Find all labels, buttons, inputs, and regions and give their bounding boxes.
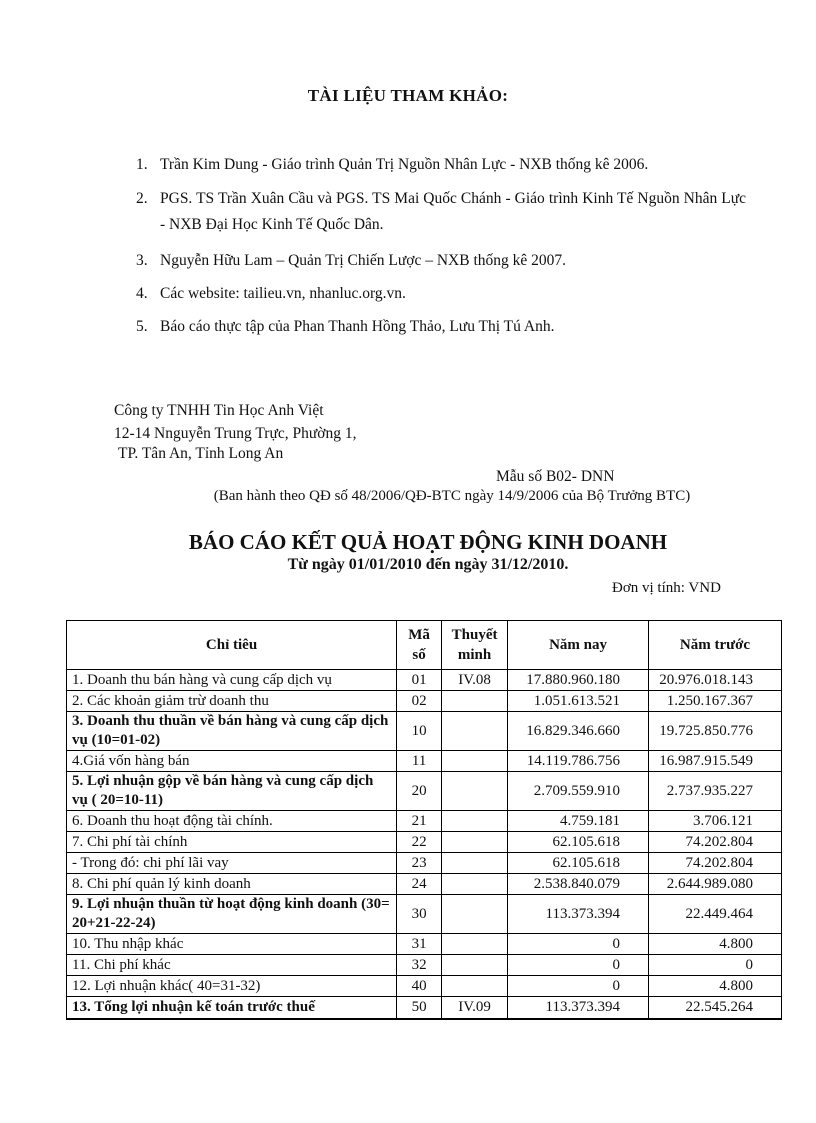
cell-this-year: 62.105.618 (508, 853, 649, 874)
cell-code: 40 (397, 976, 442, 997)
cell-this-year: 0 (508, 934, 649, 955)
cell-note (442, 772, 508, 811)
cell-indicator: 1. Doanh thu bán hàng và cung cấp dịch vụ (67, 670, 397, 691)
cell-last-year: 20.976.018.143 (649, 670, 782, 691)
form-number: Mẫu số B02- DNN (496, 468, 615, 485)
table-row (67, 832, 782, 853)
cell-last-year: 1.250.167.367 (649, 691, 782, 712)
cell-this-year: 1.051.613.521 (508, 691, 649, 712)
cell-this-year: 2.538.840.079 (508, 874, 649, 895)
report-period: Từ ngày 01/01/2010 đến ngày 31/12/2010. (287, 556, 569, 573)
cell-code: 23 (397, 853, 442, 874)
cell-indicator: 13. Tổng lợi nhuận kế toán trước thuế (67, 997, 397, 1020)
cell-code: 11 (397, 751, 442, 772)
cell-indicator: 5. Lợi nhuận gộp về bán hàng và cung cấp dịch vụ ( 20=10-11) (67, 772, 397, 811)
table-header-row (67, 621, 782, 670)
cell-this-year: 0 (508, 955, 649, 976)
reference-number: 5. (136, 318, 148, 335)
cell-note (442, 934, 508, 955)
reference-item (136, 248, 746, 274)
table-row (67, 751, 782, 772)
cell-note (442, 691, 508, 712)
table-row (67, 811, 782, 832)
cell-last-year: 4.800 (649, 934, 782, 955)
company-name: Công ty TNHH Tin Học Anh Việt (114, 402, 324, 419)
cell-last-year: 0 (649, 955, 782, 976)
cell-last-year: 74.202.804 (649, 832, 782, 853)
company-address-line1: 12-14 Nnguyễn Trung Trực, Phường 1, (114, 425, 357, 442)
cell-this-year: 113.373.394 (508, 997, 649, 1020)
table-row (67, 772, 782, 811)
cell-this-year: 0 (508, 976, 649, 997)
cell-indicator: 10. Thu nhập khác (67, 934, 397, 955)
table-row (67, 874, 782, 895)
cell-this-year: 113.373.394 (508, 895, 649, 934)
cell-note (442, 811, 508, 832)
header-note-line1: Thuyết (451, 627, 498, 643)
cell-code: 24 (397, 874, 442, 895)
header-indicator: Chỉ tiêu (67, 621, 397, 670)
cell-last-year: 19.725.850.776 (649, 712, 782, 751)
cell-indicator: 2. Các khoản giảm trừ doanh thu (67, 691, 397, 712)
cell-code: 21 (397, 811, 442, 832)
reference-text: Báo cáo thực tập của Phan Thanh Hồng Thảo, Lưu Thị Tú Anh. (160, 318, 555, 335)
table-row (67, 712, 782, 751)
currency-unit: Đơn vị tính: VND (612, 580, 721, 596)
cell-last-year: 2.644.989.080 (649, 874, 782, 895)
report-title: BÁO CÁO KẾT QUẢ HOẠT ĐỘNG KINH DOANH (188, 530, 668, 554)
header-code-line2: số (412, 647, 426, 663)
cell-indicator: 9. Lợi nhuận thuần từ hoạt động kinh doanh (30= 20+21-22-24) (67, 895, 397, 934)
cell-indicator: 4.Giá vốn hàng bán (67, 751, 397, 772)
cell-note (442, 874, 508, 895)
reference-number: 3. (136, 252, 148, 269)
reference-item (136, 152, 746, 178)
cell-indicator: 6. Doanh thu hoạt động tài chính. (67, 811, 397, 832)
cell-last-year: 3.706.121 (649, 811, 782, 832)
table-row (67, 955, 782, 976)
table-row (67, 691, 782, 712)
header-code-line1: Mã (408, 627, 430, 643)
reference-item (136, 186, 746, 238)
cell-note: IV.09 (442, 997, 508, 1020)
decree-note: (Ban hành theo QĐ số 48/2006/QĐ-BTC ngày 14/9/2006 của Bộ Trưởng BTC) (213, 488, 691, 504)
header-note-line2: minh (457, 647, 492, 663)
cell-indicator: 7. Chi phí tài chính (67, 832, 397, 853)
cell-this-year: 4.759.181 (508, 811, 649, 832)
cell-this-year: 17.880.960.180 (508, 670, 649, 691)
cell-note (442, 895, 508, 934)
reference-text: Các website: tailieu.vn, nhanluc.org.vn. (160, 285, 406, 302)
company-address-line2: TP. Tân An, Tỉnh Long An (118, 445, 284, 462)
cell-code: 22 (397, 832, 442, 853)
cell-code: 30 (397, 895, 442, 934)
reference-item (136, 281, 746, 307)
reference-number: 1. (136, 156, 148, 173)
cell-code: 01 (397, 670, 442, 691)
cell-this-year: 2.709.559.910 (508, 772, 649, 811)
cell-note (442, 832, 508, 853)
reference-text: PGS. TS Trần Xuân Cầu và PGS. TS Mai Quốc Chánh - Giáo trình Kinh Tế Nguồn Nhân Lực - NXB Đại Học Kinh Tế Quốc Dân. (160, 190, 746, 233)
income-statement-table (66, 620, 782, 1020)
cell-note (442, 955, 508, 976)
cell-last-year: 16.987.915.549 (649, 751, 782, 772)
reference-number: 2. (136, 190, 148, 207)
table-row (67, 895, 782, 934)
table-row (67, 853, 782, 874)
cell-this-year: 62.105.618 (508, 832, 649, 853)
cell-note (442, 976, 508, 997)
cell-code: 10 (397, 712, 442, 751)
table-row (67, 976, 782, 997)
cell-indicator: 8. Chi phí quản lý kinh doanh (67, 874, 397, 895)
cell-indicator: - Trong đó: chi phí lãi vay (67, 853, 397, 874)
reference-text: Trần Kim Dung - Giáo trình Quản Trị Nguồn Nhân Lực - NXB thống kê 2006. (160, 156, 649, 173)
cell-last-year: 22.545.264 (649, 997, 782, 1020)
cell-code: 32 (397, 955, 442, 976)
header-note (442, 621, 508, 670)
cell-note (442, 751, 508, 772)
reference-text: Nguyễn Hữu Lam – Quản Trị Chiến Lược – NXB thống kê 2007. (160, 252, 567, 269)
cell-indicator: 3. Doanh thu thuần về bán hàng và cung cấp dịch vụ (10=01-02) (67, 712, 397, 751)
cell-code: 02 (397, 691, 442, 712)
header-last-year: Năm trước (649, 621, 782, 670)
cell-indicator: 11. Chi phí khác (67, 955, 397, 976)
cell-this-year: 16.829.346.660 (508, 712, 649, 751)
cell-note (442, 853, 508, 874)
reference-item (136, 314, 746, 340)
reference-number: 4. (136, 285, 148, 302)
cell-code: 20 (397, 772, 442, 811)
cell-indicator: 12. Lợi nhuận khác( 40=31-32) (67, 976, 397, 997)
cell-last-year: 2.737.935.227 (649, 772, 782, 811)
cell-note: IV.08 (442, 670, 508, 691)
table-row (67, 997, 782, 1020)
header-code (397, 621, 442, 670)
cell-code: 31 (397, 934, 442, 955)
references-title: TÀI LIỆU THAM KHẢO: (307, 86, 509, 105)
cell-note (442, 712, 508, 751)
table-row (67, 934, 782, 955)
cell-last-year: 74.202.804 (649, 853, 782, 874)
header-this-year: Năm nay (508, 621, 649, 670)
cell-code: 50 (397, 997, 442, 1020)
cell-last-year: 22.449.464 (649, 895, 782, 934)
cell-last-year: 4.800 (649, 976, 782, 997)
cell-this-year: 14.119.786.756 (508, 751, 649, 772)
table-row (67, 670, 782, 691)
